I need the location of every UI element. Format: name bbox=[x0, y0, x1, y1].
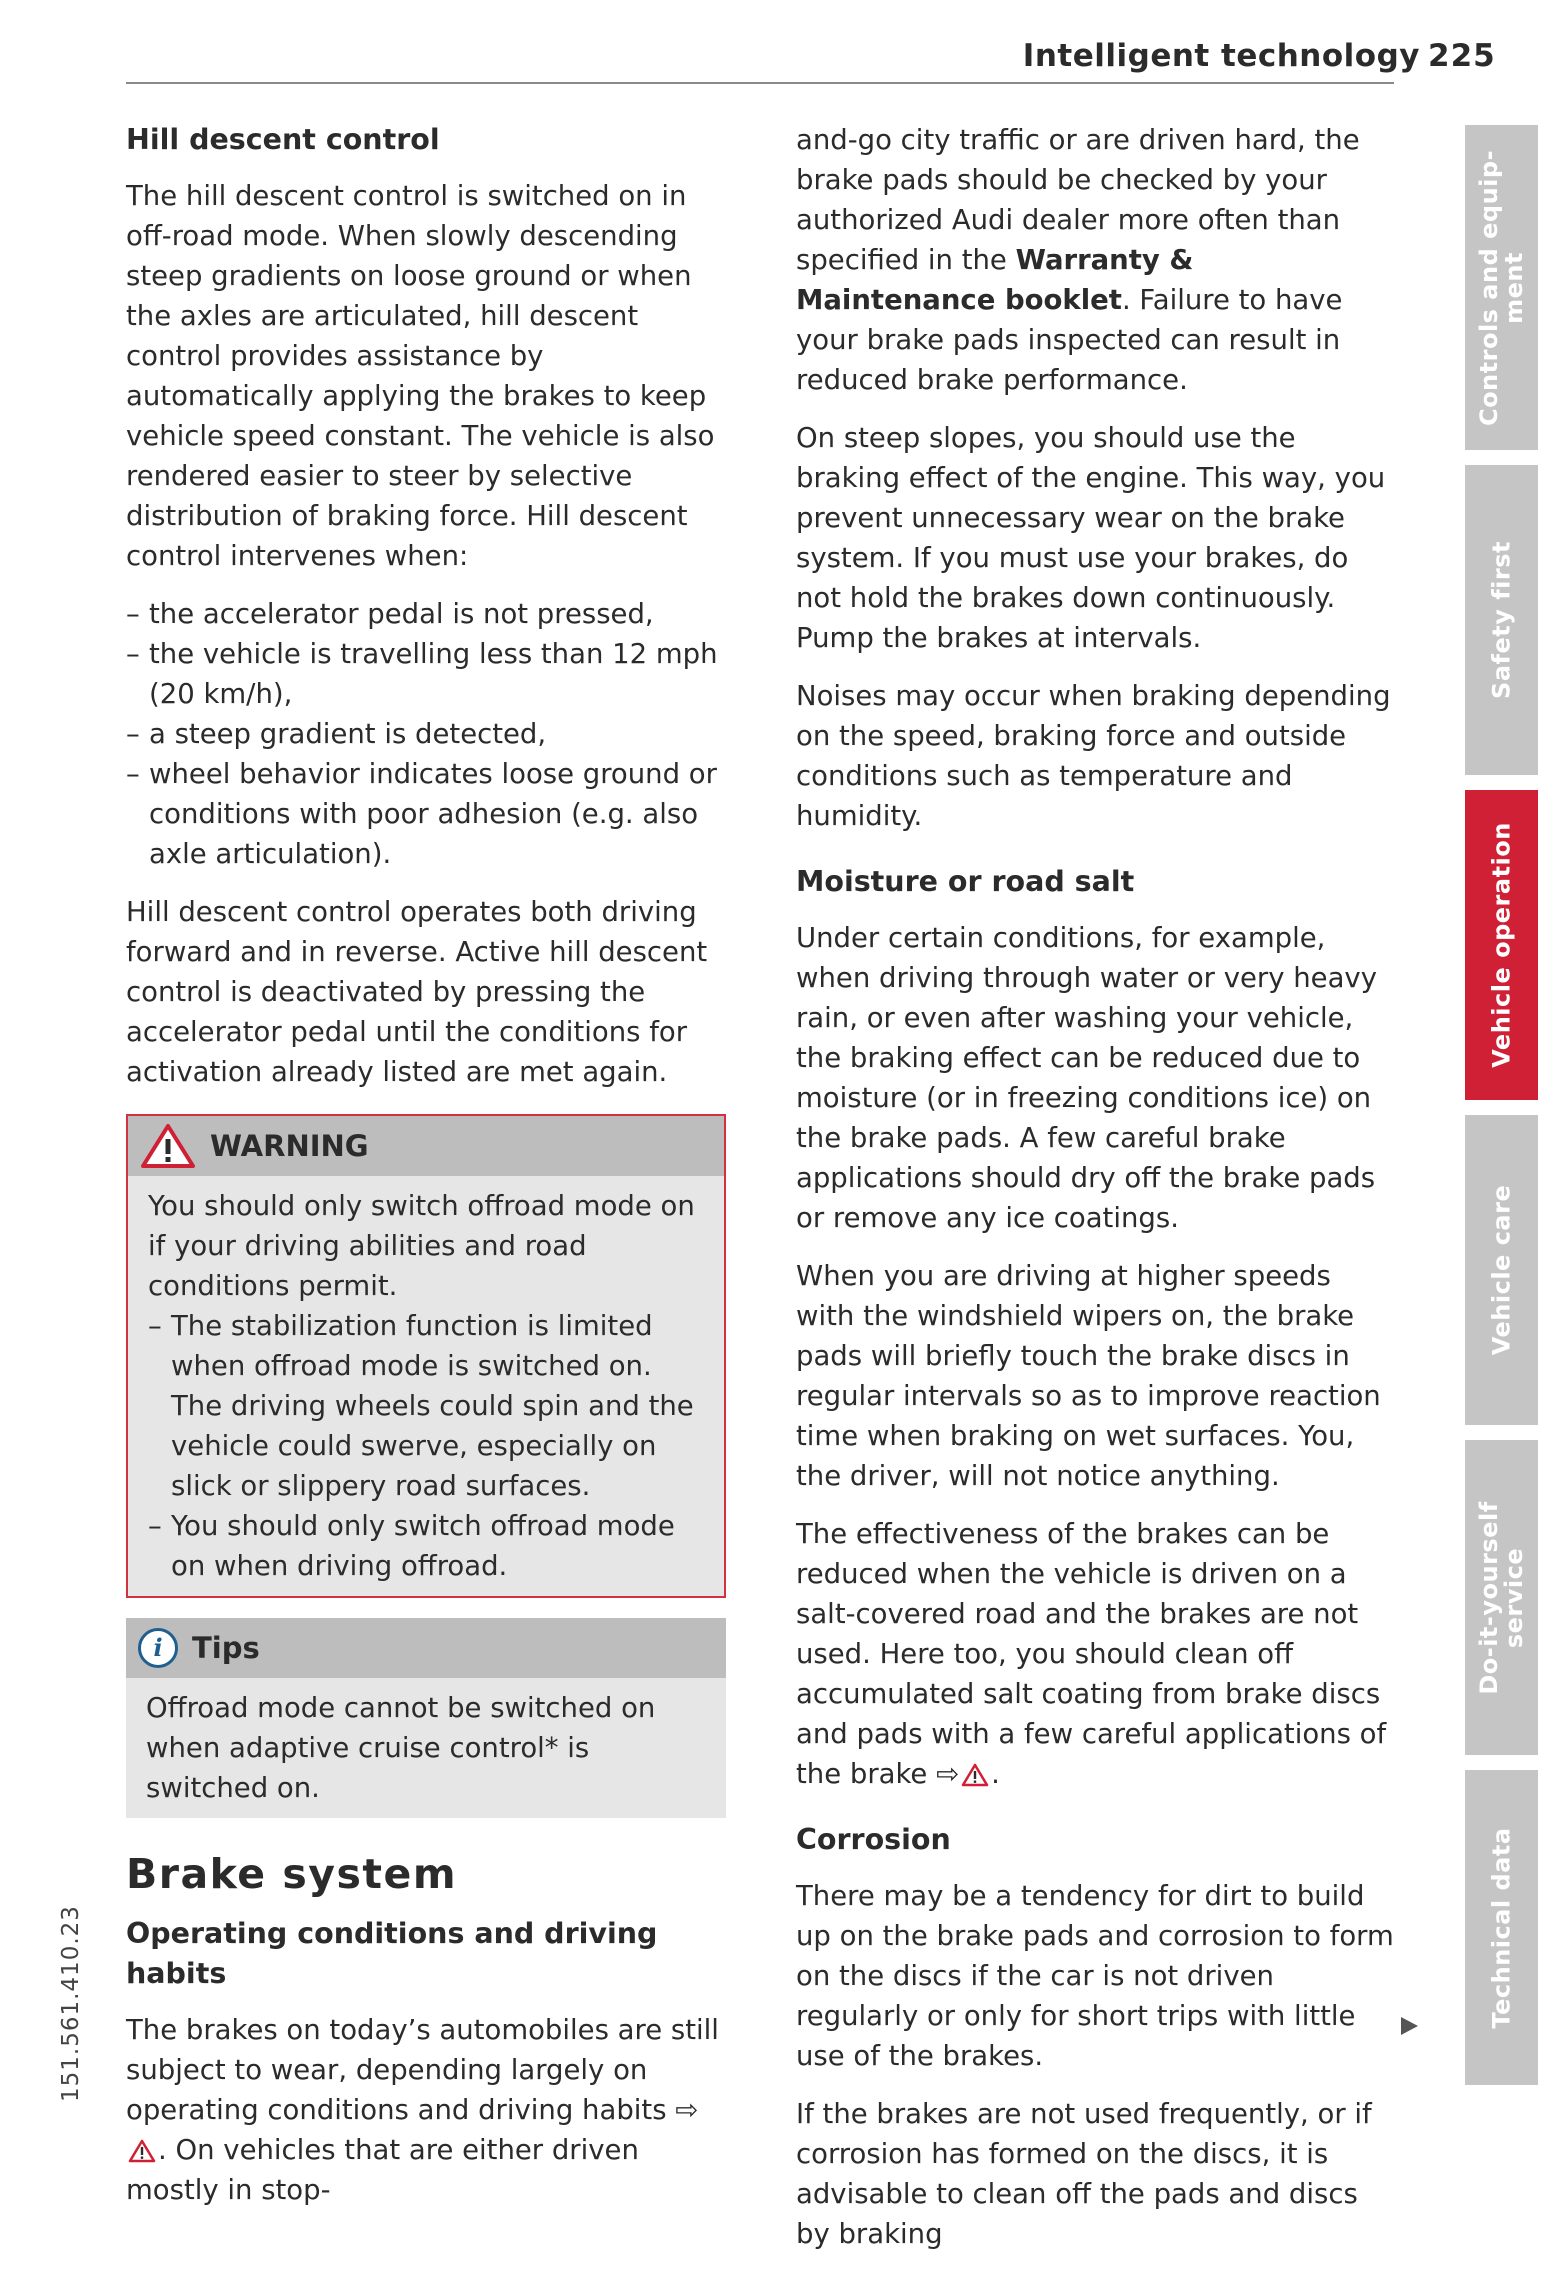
moisture-para-2: When you are driving at higher speeds with the windshield wipers on, the brake pads will briefly touch the brake discs in regular intervals so as to improve reaction time when braking on wet surfaces. You, the driver, will not notice anything. bbox=[796, 1260, 1381, 1492]
corrosion-para-1: There may be a tendency for dirt to build up on the brake pads and corrosion to form on the discs if the car is not driven regularly or only for short trips with little use of the brakes. bbox=[796, 1880, 1394, 2072]
tips-text: Offroad mode cannot be switched on when adaptive cruise control* is switched on. bbox=[146, 1692, 656, 1804]
tab-controls-and-equipment[interactable] bbox=[1465, 125, 1538, 450]
moisture-para-1: Under certain conditions, for example, when driving through water or very heavy rain, or even after washing your vehicle, the braking effect can be reduced due to moisture (or in freezing conditions ice) on the brake pads. A few careful brake applications should dry off the brake pads or remove any ice coatings. bbox=[796, 922, 1377, 1234]
warning-header bbox=[128, 1116, 724, 1176]
arrow-ref: ⇨ bbox=[675, 2094, 699, 2126]
brake-para-3: Noises may occur when braking depending on the speed, braking force and outside conditions such as temperature and humidity. bbox=[796, 680, 1391, 832]
warning-ref-icon bbox=[128, 2139, 156, 2163]
tab-label: Controls and equip- ment bbox=[1474, 149, 1528, 426]
corrosion-heading: Corrosion bbox=[796, 1823, 951, 1856]
tab-vehicle-care[interactable] bbox=[1465, 1115, 1538, 1425]
list-item: – the accelerator pedal is not pressed, bbox=[126, 594, 726, 634]
tab-label: Technical data bbox=[1487, 1826, 1515, 2029]
hill-descent-conditions bbox=[126, 594, 726, 874]
warning-intro: You should only switch offroad mode on if your driving abilities and road conditions permit. bbox=[148, 1190, 695, 1302]
tab-vehicle-operation[interactable] bbox=[1465, 790, 1538, 1100]
list-item: – a steep gradient is detected, bbox=[126, 714, 726, 754]
brake-para-1 bbox=[126, 2010, 726, 2210]
moisture-heading: Moisture or road salt bbox=[796, 865, 1135, 898]
hill-descent-heading: Hill descent control bbox=[126, 123, 440, 156]
warning-title: WARNING bbox=[210, 1129, 369, 1163]
list-item: – the vehicle is travelling less than 12 mph (20 km/h), bbox=[126, 634, 726, 714]
hill-descent-operation: Hill descent control operates both driving forward and in reverse. Active hill descent control is deactivated by pressing the accelerator pedal until the conditions for activation already listed are met again. bbox=[126, 896, 708, 1088]
brake-para-1-cont-b: . Failure to have your brake pads inspected can result in reduced brake performance. bbox=[796, 284, 1343, 396]
document-number: 151.561.410.23 bbox=[58, 1905, 84, 2102]
tab-label: Do-it-yourself service bbox=[1474, 1500, 1528, 1695]
moisture-para-3-end: . bbox=[991, 1758, 1000, 1790]
warning-ref-icon bbox=[961, 1763, 989, 1787]
warning-triangle-icon bbox=[140, 1123, 196, 1169]
brake-para-1-continued bbox=[796, 120, 1396, 400]
right-column bbox=[796, 120, 1396, 2272]
hill-descent-intro: The hill descent control is switched on in off-road mode. When slowly descending steep gradients on loose ground or when the axles are articulated, hill descent control provides assistance by automatically applying the brakes to keep vehicle speed constant. The vehicle is also rendered easier to steer by selective distribution of braking force. Hill descent control intervenes when: bbox=[126, 180, 715, 572]
list-item: – The stabilization function is limited when offroad mode is switched on. The driving wheels could spin and the vehicle could swerve, especially on slick or slippery road surfaces. bbox=[148, 1306, 706, 1506]
tips-body bbox=[126, 1678, 726, 1818]
moisture-para-3-start: The effectiveness of the brakes can be reduced when the vehicle is driven on a salt-covered road and the brakes are not used. Here too, you should clean off accumulated salt coating from brake discs and pads with a few careful applications of the brake bbox=[796, 1518, 1387, 1790]
tab-technical-data[interactable] bbox=[1465, 1770, 1538, 2085]
section-title: Brake system bbox=[126, 1850, 458, 1898]
warning-box bbox=[126, 1114, 726, 1598]
header-title: Intelligent technology bbox=[1022, 38, 1420, 74]
tab-label: Safety first bbox=[1487, 541, 1515, 699]
operating-conditions-heading: Operating conditions and driving habits bbox=[126, 1917, 658, 1990]
booklet-reference: Warranty & Maintenance booklet bbox=[796, 244, 1194, 316]
moisture-para-3 bbox=[796, 1514, 1396, 1794]
warning-body bbox=[128, 1176, 724, 1596]
brake-para-2: On steep slopes, you should use the braking effect of the engine. This way, you prevent unnecessary wear on the brake system. If you must use your brakes, do not hold the brakes down continuously. Pump the brakes at intervals. bbox=[796, 422, 1386, 654]
list-item: – wheel behavior indicates loose ground or conditions with poor adhesion (e.g. also axle articulation). bbox=[126, 754, 726, 874]
corrosion-para-2: If the brakes are not used frequently, or if corrosion has formed on the discs, it is advisable to clean off the pads and discs by braking bbox=[796, 2098, 1372, 2250]
brake-para-1-start: The brakes on today’s automobiles are still subject to wear, depending largely on operating conditions and driving habits bbox=[126, 2014, 719, 2126]
brake-para-1-cont-a: and-go city traffic or are driven hard, the brake pads should be checked by your authorized Audi dealer more often than specified in the bbox=[796, 124, 1360, 276]
page-number: 225 bbox=[1428, 38, 1496, 74]
continue-arrow-icon bbox=[1398, 2015, 1420, 2037]
tips-header bbox=[126, 1618, 726, 1678]
tab-label: Vehicle care bbox=[1487, 1184, 1515, 1356]
list-item: – You should only switch offroad mode on when driving offroad. bbox=[148, 1506, 706, 1586]
info-icon: i bbox=[138, 1628, 178, 1668]
brake-para-1-end: . On vehicles that are either driven mostly in stop- bbox=[126, 2134, 639, 2206]
header-rule bbox=[126, 82, 1394, 84]
tab-safety-first[interactable] bbox=[1465, 465, 1538, 775]
tab-do-it-yourself-service[interactable] bbox=[1465, 1440, 1538, 1755]
arrow-ref: ⇨ bbox=[936, 1758, 960, 1790]
tab-label: Vehicle operation bbox=[1487, 822, 1515, 1068]
tips-title: Tips bbox=[192, 1631, 260, 1665]
tips-box bbox=[126, 1618, 726, 1818]
warning-list bbox=[148, 1306, 706, 1586]
left-column bbox=[126, 120, 726, 2228]
